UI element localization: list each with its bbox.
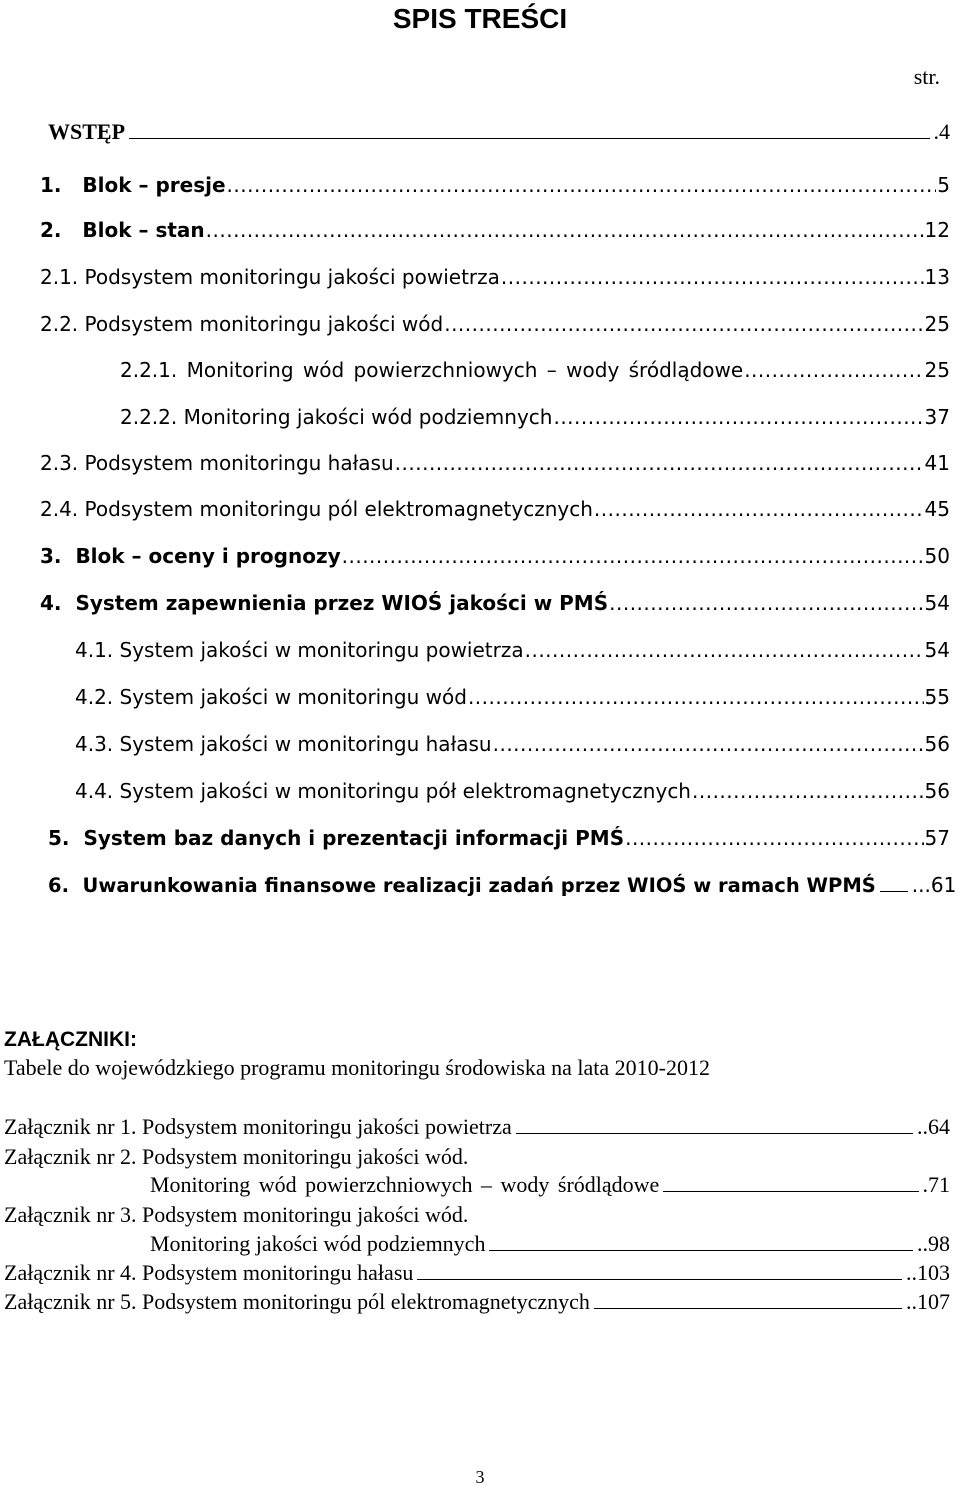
toc-entry-page: 57: [924, 826, 950, 850]
toc-entry-2-2-2[interactable]: [120, 402, 950, 432]
attachment-label: Załącznik nr 3. Podsystem monitoringu jakości wód.: [4, 1202, 469, 1227]
toc-entry-4-1[interactable]: [75, 635, 950, 665]
toc-entry-4-4[interactable]: [75, 776, 950, 806]
attachment-1[interactable]: [4, 1112, 950, 1142]
attachment-page: ..64: [917, 1114, 950, 1139]
toc-entry-1[interactable]: [40, 170, 950, 200]
toc-entry-page: 45: [924, 497, 950, 521]
toc-leader: [553, 402, 923, 432]
toc-entry-label: 2. Blok – stan: [40, 218, 205, 242]
toc-entry-4-2[interactable]: [75, 682, 950, 712]
attachment-leader: [663, 1191, 918, 1192]
toc-entry-label: 1. Blok – presje: [40, 173, 226, 197]
toc-leader: [609, 588, 923, 618]
toc-entry-label: 4. System zapewnienia przez WIOŚ jakości w PMŚ: [40, 591, 609, 615]
toc-entry-2[interactable]: [40, 215, 950, 245]
toc-entry-label: 3. Blok – oceny i prognozy: [40, 544, 341, 568]
attachment-leader: [516, 1133, 913, 1134]
toc-entry-2-1[interactable]: [40, 262, 950, 292]
attachment-label: Załącznik nr 5. Podsystem monitoringu pól elektromagnetycznych: [4, 1289, 590, 1314]
toc-entry-3[interactable]: [40, 541, 950, 571]
toc-entry-page: 55: [924, 685, 950, 709]
toc-entry-label: 2.2.2. Monitoring jakości wód podziemnych: [120, 405, 553, 429]
toc-entry-page: 25: [924, 312, 950, 336]
toc-entry-page: 37: [924, 405, 950, 429]
toc-entry-2-2[interactable]: [40, 309, 950, 339]
attachment-2-sub[interactable]: [150, 1170, 950, 1200]
document-title: SPIS TREŚCI: [392, 3, 568, 34]
toc-entry-page: 54: [924, 638, 950, 662]
toc-entry-page: .4: [933, 119, 950, 144]
toc-entry-label: 2.4. Podsystem monitoringu pól elektromagnetycznych: [40, 497, 593, 521]
attachment-2: [4, 1143, 468, 1171]
toc-entry-label: 4.2. System jakości w monitoringu wód: [75, 685, 467, 709]
toc-entry-label: 4.3. System jakości w monitoringu hałasu: [75, 732, 492, 756]
toc-entry-label: 2.1. Podsystem monitoringu jakości powietrza: [40, 265, 500, 289]
attachment-leader: [489, 1250, 913, 1251]
toc-entry-label: 4.4. System jakości w monitoringu pół elektromagnetycznych: [75, 779, 691, 803]
attachment-label: Załącznik nr 4. Podsystem monitoringu hałasu: [4, 1260, 414, 1285]
attachment-label: Załącznik nr 2. Podsystem monitoringu jakości wód.: [4, 1144, 469, 1169]
toc-leader: [395, 448, 924, 478]
toc-entry-4-3[interactable]: [75, 729, 950, 759]
attachment-page: ..103: [906, 1260, 950, 1285]
toc-entry-page: 50: [924, 544, 950, 568]
toc-entry-page: 56: [924, 732, 950, 756]
toc-entry-label: WSTĘP: [48, 119, 126, 144]
toc-leader: [342, 541, 924, 571]
toc-entry-label: 4.1. System jakości w monitoringu powietrza: [75, 638, 524, 662]
toc-entry-2-2-1[interactable]: [120, 355, 950, 385]
attachment-page: ..98: [917, 1231, 950, 1256]
toc-leader: [468, 682, 924, 712]
toc-entry-label: 2.2. Podsystem monitoringu jakości wód: [40, 312, 444, 336]
toc-leader: [501, 262, 924, 292]
toc-leader: [525, 635, 924, 665]
attachment-page: .71: [922, 1172, 950, 1197]
toc-leader: [594, 494, 924, 524]
toc-entry-page: 25: [924, 358, 950, 382]
toc-entry-wstep[interactable]: [48, 117, 950, 147]
toc-entry-label: 5. System baz danych i prezentacji informacji PMŚ: [48, 826, 625, 850]
toc-entry-4[interactable]: [40, 588, 950, 618]
toc-leader: [880, 891, 908, 892]
toc-entry-page: 5: [937, 173, 950, 197]
toc-leader: [206, 215, 924, 245]
toc-leader: [227, 170, 937, 200]
toc-leader: [625, 823, 923, 853]
toc-leader: [493, 729, 924, 759]
page-column-label: str.: [913, 64, 940, 89]
attachment-5[interactable]: [4, 1287, 950, 1317]
attachment-page: ..107: [906, 1289, 950, 1314]
attachment-3: [4, 1201, 468, 1229]
attachment-3-sub[interactable]: [150, 1229, 950, 1259]
toc-entry-label: 2.3. Podsystem monitoringu hałasu: [40, 451, 394, 475]
toc-entry-page: 41: [924, 451, 950, 475]
toc-leader: [444, 309, 923, 339]
toc-entry-label: 6. Uwarunkowania finansowe realizacji zadań przez WIOŚ w ramach WPMŚ: [48, 874, 876, 897]
toc-entry-label: 2.2.1. Monitoring wód powierzchniowych – wody śródlądowe: [120, 358, 744, 382]
attachment-leader: [594, 1308, 902, 1309]
toc-entry-page: 12: [924, 218, 950, 242]
toc-entry-2-4[interactable]: [40, 494, 950, 524]
page-number: 3: [475, 1467, 485, 1487]
toc-entry-page: 13: [924, 265, 950, 289]
attachments-heading: ZAŁĄCZNIKI:: [4, 1028, 137, 1051]
toc-entry-page: ...61: [911, 873, 957, 897]
attachment-label: Monitoring wód powierzchniowych – wody śródlądowe: [150, 1172, 660, 1197]
toc-leader: [129, 138, 929, 139]
toc-leader: [692, 776, 924, 806]
toc-entry-5[interactable]: [48, 823, 950, 853]
attachment-label: Monitoring jakości wód podziemnych: [150, 1231, 486, 1256]
toc-leader: [744, 355, 923, 385]
attachment-leader: [417, 1279, 902, 1280]
toc-entry-page: 54: [924, 591, 950, 615]
toc-entry-6[interactable]: [48, 870, 957, 900]
toc-entry-2-3[interactable]: [40, 448, 950, 478]
attachment-label: Załącznik nr 1. Podsystem monitoringu jakości powietrza: [4, 1114, 512, 1139]
attachments-subtitle: Tabele do wojewódzkiego programu monitoringu środowiska na lata 2010-2012: [4, 1055, 710, 1080]
toc-entry-page: 56: [924, 779, 950, 803]
attachment-4[interactable]: [4, 1258, 950, 1288]
